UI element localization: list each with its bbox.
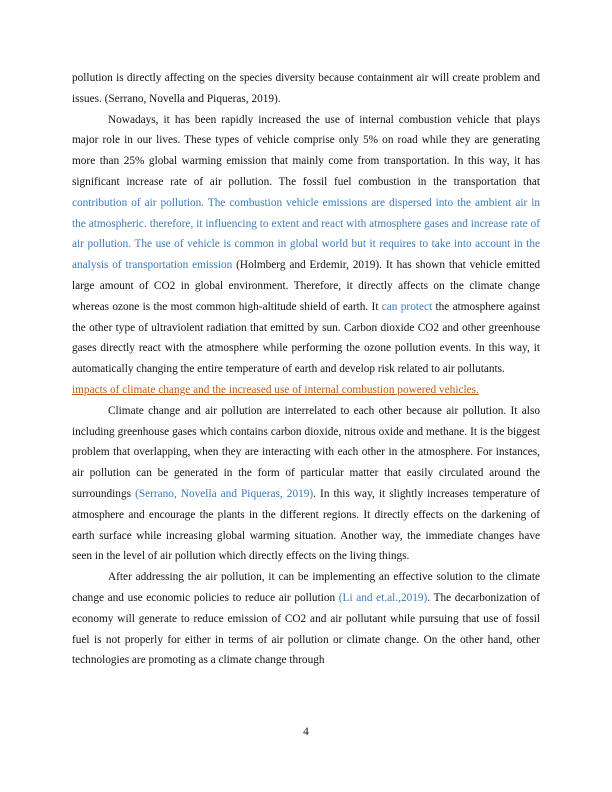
paragraph-2-text-b: (Holmberg and Erdemir, 2019). It has shown that vehicle emitted large amount of CO2 in global environment. Therefore, it directly affects on the climate change whereas ozone is the most common high-altitude shield of earth. It: [72, 259, 540, 313]
paragraph-2: [72, 110, 540, 380]
paragraph-1: [72, 68, 540, 110]
subheading-link[interactable]: impacts of climate change and the increased use of internal combustion powered vehicles.: [72, 383, 479, 396]
paragraph-3: [72, 401, 540, 567]
paragraph-4: [72, 567, 540, 671]
paragraph-3-text-a: Climate change and air pollution are interrelated to each other because air pollution. It also including greenhouse gases which contains carbon dioxide, nitrous oxide and methane. It is the biggest problem that overlapping, when they are interacting with each other in the atmosphere. For instances, air pollution can be generated in the form of particular matter that easily circulated around the surroundings: [72, 404, 540, 500]
paragraph-2-text-a: Nowadays, it has been rapidly increased the use of internal combustion vehicle that plays major role in our lives. These types of vehicle comprise only 5% on road while they are generating more than 25% global warming emission that mainly come from transportation. In this way, it has significant increase rate of air pollution. The fossil fuel combustion in the transportation that: [72, 113, 540, 188]
paragraph-3-citation: (Serrano, Novella and Piqueras, 2019): [135, 487, 314, 500]
paragraph-4-text-a: After addressing the air pollution, it can be implementing an effective solution to the climate change and use economic policies to reduce air pollution: [72, 571, 540, 604]
paragraph-1-text: pollution is directly affecting on the species diversity because containment air will create problem and issues. (Serrano, Novella and Piqueras, 2019).: [72, 72, 540, 105]
paragraph-4-text-b: . The decarbonization of economy will generate to reduce emission of CO2 and air pollutant while pursuing that use of fossil fuel is not properly for either in terms of air pollution or climate change. On the other hand, other technologies are promoting as a climate change through: [72, 591, 540, 667]
paragraph-2-highlight-a: contribution of air pollution. The combustion vehicle emissions are dispersed into the ambient air in the atmospheric. therefore, it influencing to extent and react with atmosphere gases and increase rate of air pollution. The use of vehicle is common in global world but it requires to take into account in the analysis of transportation emission: [72, 196, 540, 272]
paragraph-2-text-c: the atmosphere against the other type of ultraviolent radiation that emitted by sun. Carbon dioxide CO2 and other greenhouse gases directly react with the atmosphere while performing the ozone pollution events. In this way, it automatically changing the entire temperature of earth and develop risk related to air pollutants.: [72, 300, 540, 376]
paragraph-4-citation: (Li and et.al.,2019): [338, 591, 428, 604]
paragraph-3-text-b: . In this way, it slightly increases temperature of atmosphere and encourage the plants in the different regions. It directly effects on the darkening of earth surface while increasing global warming situation. Another way, the immediate changes have seen in the level of air pollution which directly effects on the living things.: [72, 487, 541, 563]
page-number: 4: [303, 726, 309, 738]
paragraph-2-highlight-b: can protect: [381, 300, 433, 313]
subheading-link-paragraph: [72, 380, 540, 401]
body-text: [72, 68, 540, 671]
